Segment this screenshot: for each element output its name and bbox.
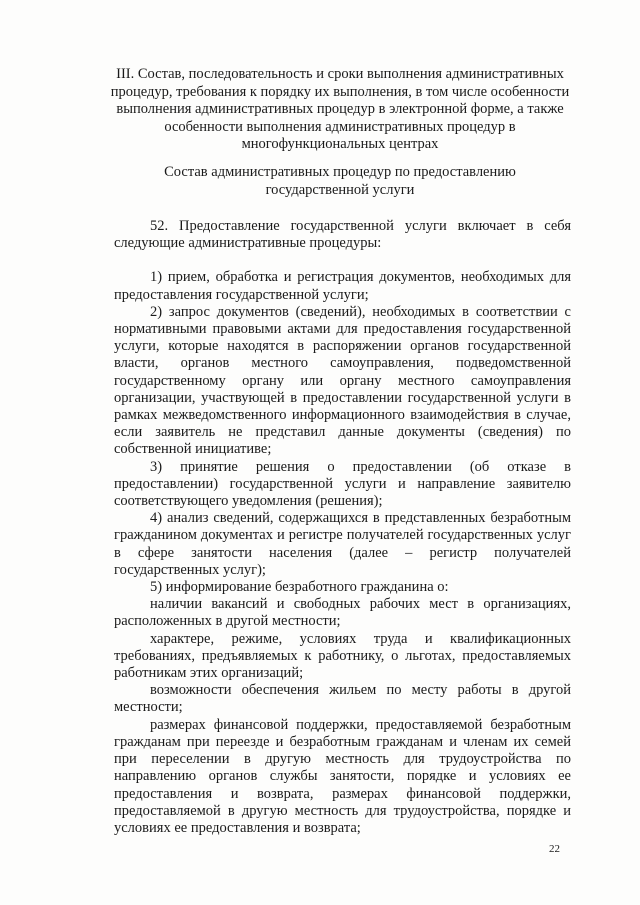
subheading bbox=[110, 164, 570, 199]
section-heading-line: особенности выполнения административных процедур в bbox=[164, 118, 516, 135]
document-body bbox=[114, 218, 571, 837]
list-item: 4) анализ сведений, содержащихся в представленных безработным гражданином документах и регистре получателей государственных услуг в сфере занятости населения (далее – регистр получателей государственных услуг); bbox=[114, 510, 571, 578]
subheading-line: Состав административных процедур по предоставлению bbox=[164, 164, 516, 180]
list-item: размерах финансовой поддержки, предоставляемой безработным гражданам при переезде и безработным гражданам и членам их семей при переселении в другую местность для трудоустройства по направлению органов службы занятости, порядке и условиях ее предоставления и возврата, размерах финансовой поддержки, предоставляемой в другую местность для трудоустройства, порядке и условиях ее предоставления и возврата; bbox=[114, 716, 571, 836]
section-heading-line: III. Состав, последовательность и сроки выполнения административных bbox=[116, 66, 564, 82]
list-item: 1) прием, обработка и регистрация документов, необходимых для предоставления государственной услуги; bbox=[114, 269, 571, 303]
list-item: характере, режиме, условиях труда и квалификационных требованиях, предъявляемых к работнику, о льготах, предоставляемых работникам этих организаций; bbox=[114, 630, 571, 682]
section-heading-line: выполнения административных процедур в электронной форме, а также bbox=[116, 101, 564, 117]
intro-paragraph: 52. Предоставление государственной услуги включает в себя следующие административные процедуры: bbox=[114, 218, 571, 252]
section-heading-line: многофункциональных центрах bbox=[241, 136, 439, 152]
section-heading-line: процедур, требования к порядку их выполнения, в том числе особенности bbox=[110, 83, 570, 100]
list-item: 5) информирование безработного гражданина о: bbox=[150, 579, 449, 596]
section-heading bbox=[110, 66, 570, 154]
list-item: наличии вакансий и свободных рабочих мест в организациях, расположенных в другой местности; bbox=[114, 596, 571, 630]
page-number: 22 bbox=[549, 843, 560, 855]
list-item: возможности обеспечения жильем по месту работы в другой местности; bbox=[114, 682, 571, 716]
procedure-list bbox=[114, 269, 571, 837]
subheading-line: государственной услуги bbox=[265, 181, 415, 198]
list-item: 3) принятие решения о предоставлении (об отказе в предоставлении) государственной услуги и направление заявителю соответствующего уведомления (решения); bbox=[114, 458, 571, 510]
list-item: 2) запрос документов (сведений), необходимых в соответствии с нормативными правовыми актами для предоставления государственной услуги, которые находятся в распоряжении органов государственной власти, органов местного самоуправления, подведомственной государственному органу или органу местного самоуправления организации, участвующей в предоставлении государственной услуги в рамках межведомственного информационного взаимодействия в случае, если заявитель не представил данные документы (сведения) по собственной инициативе; bbox=[114, 303, 571, 458]
